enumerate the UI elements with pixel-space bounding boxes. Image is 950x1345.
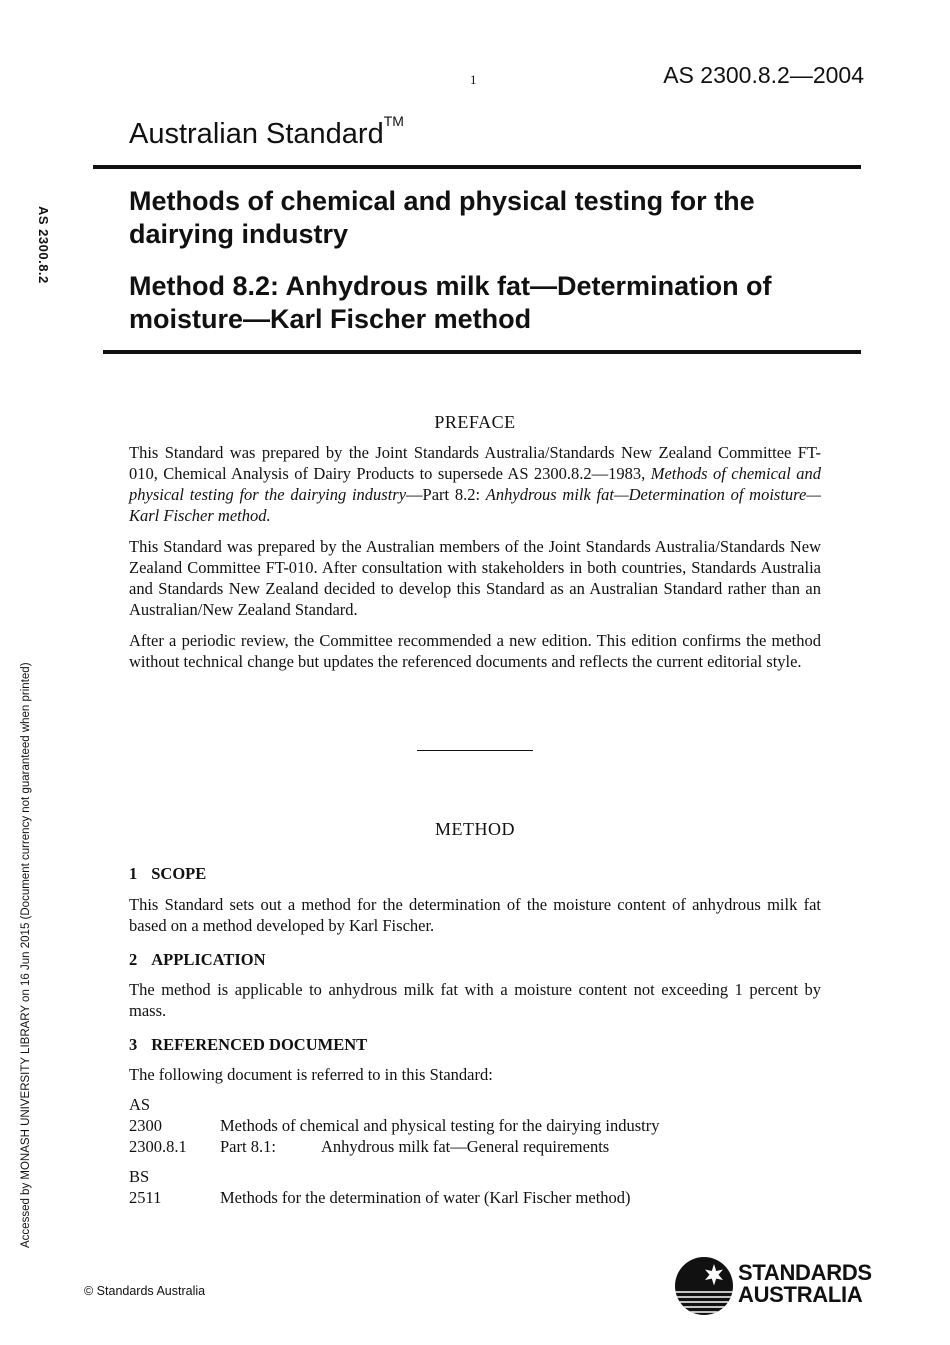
copyright-notice: © Standards Australia [84, 1284, 206, 1298]
preface-heading: PREFACE [434, 412, 516, 432]
preface-p1-part: —Part 8.2: [406, 485, 486, 504]
logo-line-1: STANDARDS [738, 1260, 872, 1285]
reference-code: 2300.8.1 [129, 1137, 187, 1156]
reference-title: Methods for the determination of water (Karl Fischer method) [220, 1188, 631, 1207]
section-title: APPLICATION [151, 950, 266, 969]
top-rule [93, 165, 861, 169]
reference-row [129, 1115, 821, 1136]
standard-number: AS 2300.8.2—2004 [663, 62, 864, 88]
preface-paragraph-1 [129, 442, 821, 526]
preface-p1-text: This Standard was prepared by the Joint Standards Australia/Standards New Zealand Committee FT-010, Chemical Analysis of Dairy Products to supersede AS 2300.8.2—1983, [129, 443, 821, 483]
section-number: 1 [129, 864, 138, 883]
method-section [129, 819, 821, 1208]
page-number: 1 [470, 72, 477, 87]
section-number: 3 [129, 1035, 138, 1054]
document-title: Methods of chemical and physical testing for the dairying industry [129, 186, 755, 249]
scope-text: This Standard sets out a method for the determination of the moisture content of anhydrous milk fat based on a method developed by Karl Fischer. [129, 895, 821, 935]
preface-p1-italic-title: Methods of chemical and physical testing for the dairying industry [129, 464, 821, 504]
reference-row [129, 1187, 821, 1208]
brand-name: Australian Standard [129, 118, 384, 150]
reference-title: Methods of chemical and physical testing for the dairying industry [220, 1116, 660, 1135]
section-number: 2 [129, 950, 138, 969]
section-divider [417, 750, 533, 751]
title-bottom-rule [103, 350, 861, 354]
reference-row [129, 1136, 821, 1157]
preface-p1-italic-subtitle: Anhydrous milk fat—Determination of moisture—Karl Fischer method. [129, 485, 821, 525]
preface-paragraph-3: After a periodic review, the Committee recommended a new edition. This edition confirms the method without technical change but updates the referenced documents and reflects the current editorial style. [129, 631, 821, 671]
access-watermark: Accessed by MONASH UNIVERSITY LIBRARY on 16 Jun 2015 (Document currency not guaranteed when printed) [20, 662, 32, 1248]
reference-code: 2300 [129, 1116, 162, 1135]
standards-australia-logo [674, 1256, 874, 1316]
trademark-mark: TM [383, 113, 404, 130]
section-title: REFERENCED DOCUMENT [151, 1035, 368, 1054]
preface-paragraph-2: This Standard was prepared by the Australian members of the Joint Standards Australia/Standards New Zealand Committee FT-010. After consultation with stakeholders in both countries, Standards Australia and Standards New Zealand decided to develop this Standard as an Australian Standard rather than an Australian/New Zealand Standard. [129, 537, 821, 619]
section-title: SCOPE [151, 864, 207, 883]
reference-code: 2511 [129, 1188, 162, 1207]
reference-title: Anhydrous milk fat—General requirements [321, 1137, 610, 1156]
reference-group-as-label: AS [129, 1095, 151, 1114]
reference-part: Part 8.1: [220, 1137, 276, 1156]
brand-title [129, 113, 404, 151]
referenced-document-text: The following document is referred to in this Standard: [129, 1065, 493, 1084]
section-heading-referenced-document [129, 1034, 821, 1055]
application-text: The method is applicable to anhydrous milk fat with a moisture content not exceeding 1 percent by mass. [129, 980, 821, 1020]
section-heading-scope [129, 863, 821, 884]
method-title: Method 8.2: Anhydrous milk fat—Determination of moisture—Karl Fischer method [129, 271, 772, 334]
logo-line-2: AUSTRALIA [738, 1282, 863, 1307]
side-standard-code: AS 2300.8.2 [36, 206, 51, 284]
logo-wordmark [738, 1262, 872, 1306]
logo-emblem-icon [674, 1256, 734, 1316]
preface-section [129, 412, 821, 672]
section-heading-application [129, 949, 821, 970]
reference-group-bs-label: BS [129, 1167, 150, 1186]
method-heading: METHOD [435, 819, 515, 839]
